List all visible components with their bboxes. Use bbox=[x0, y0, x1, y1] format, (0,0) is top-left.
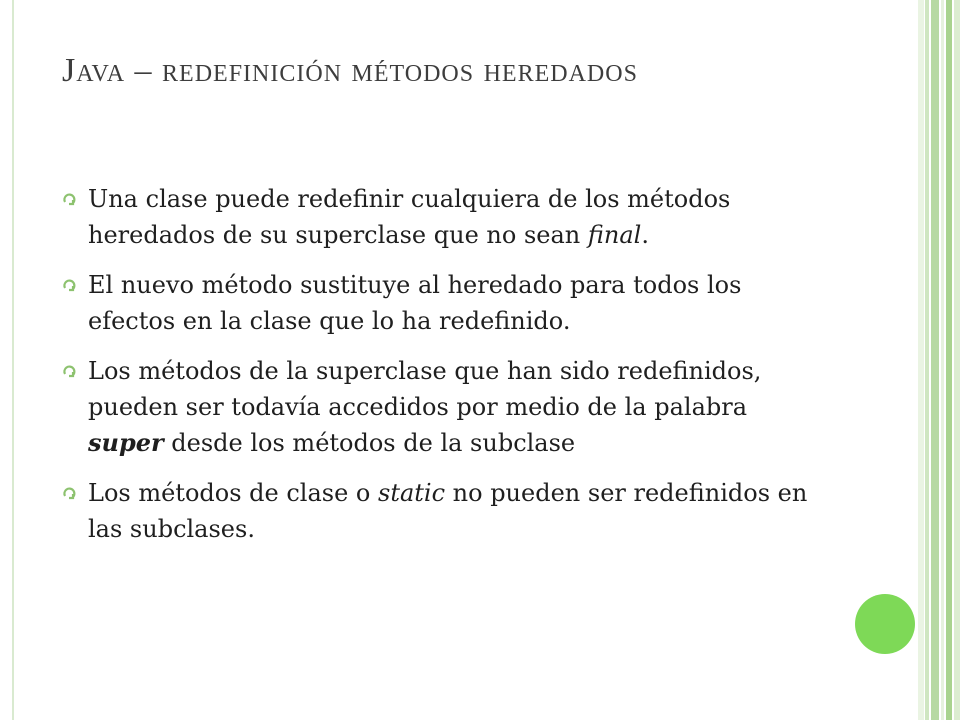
bullet-text: Una clase puede redefinir cualquiera de los métodos heredados de su superclase que no sean final. bbox=[88, 185, 731, 249]
bullet-item bbox=[62, 353, 822, 461]
bullet-text: Los métodos de clase o static no pueden ser redefinidos en las subclases. bbox=[88, 479, 808, 543]
bullet-item bbox=[62, 475, 822, 547]
recycle-arrow-icon bbox=[62, 277, 78, 293]
left-border-line bbox=[12, 0, 14, 720]
recycle-arrow-icon bbox=[62, 363, 78, 379]
recycle-arrow-icon bbox=[62, 485, 78, 501]
bullet-item bbox=[62, 267, 822, 339]
bullet-item bbox=[62, 181, 822, 253]
bullet-text: Los métodos de la superclase que han sido redefinidos, pueden ser todavía accedidos por medio de la palabra super desde los métodos de la subclase bbox=[88, 357, 762, 457]
right-decorative-stripes bbox=[918, 0, 960, 720]
recycle-arrow-icon bbox=[62, 191, 78, 207]
slide-title: Java – redefinición métodos heredados bbox=[62, 52, 638, 89]
bullet-text: El nuevo método sustituye al heredado para todos los efectos en la clase que lo ha redefinido. bbox=[88, 271, 742, 335]
bullet-list bbox=[62, 181, 822, 561]
decorative-green-circle bbox=[855, 594, 915, 654]
